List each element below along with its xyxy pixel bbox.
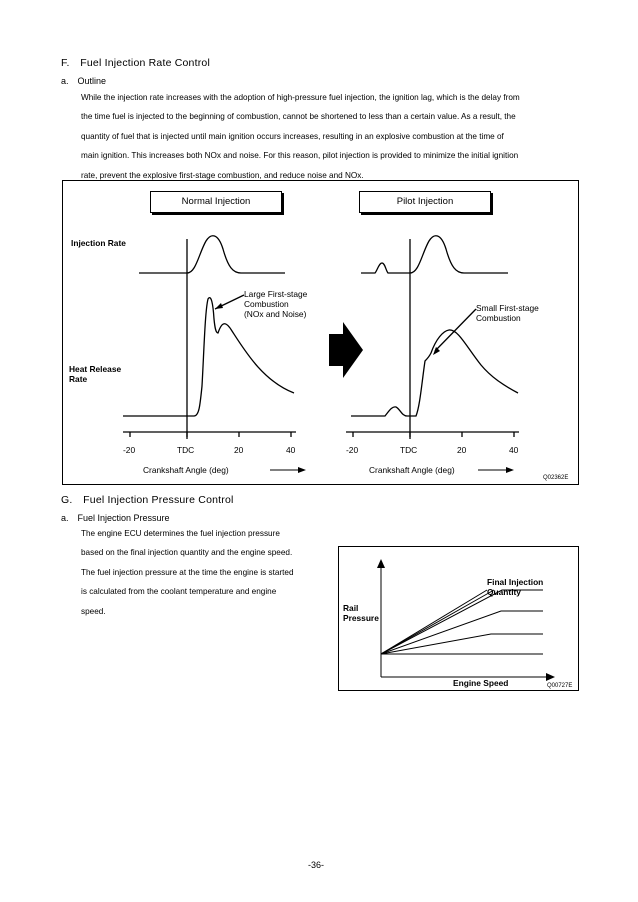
paragraph-line: based on the final injection quantity and the engine speed. [81,548,293,558]
heat-release-label: Heat Release Rate [69,364,122,384]
paragraph-line: quantity of fuel that is injected until main ignition occurs increases, resulting in an explosive combustion at the time of [81,131,504,141]
injection-rate-label: Injection Rate [71,238,126,248]
section-g-subheading: a. Fuel Injection Pressure [61,513,170,523]
tick-label: -20 [123,445,136,455]
engine-speed-label: Engine Speed [453,678,509,688]
large-combustion-note: Large First-stage Combustion (NOx and Noise) [244,289,308,319]
paragraph-line: The fuel injection pressure at the time the engine is started [81,567,294,577]
section-g-paragraph [81,524,331,621]
normal-injection-label: Normal Injection [150,191,282,213]
tick-label: 20 [234,445,244,455]
paragraph-line: speed. [81,606,106,616]
paragraph-line: the time fuel is injected to the beginning of combustion, cannot be shortened to less than a certain value. As a result, the [81,112,516,122]
tick-label: TDC [400,445,418,455]
injection-curves [63,181,580,486]
paragraph-line: main ignition. This increases both NOx and noise. For this reason, pilot injection is provided to minimize the initial ignition [81,151,519,161]
paragraph-line: The engine ECU determines the fuel injection pressure [81,529,280,538]
tick-label: 40 [286,445,296,455]
rail-pressure-label: Rail Pressure [343,603,379,623]
tick-label: 20 [457,445,467,455]
final-injection-quantity-label: Final Injection Quantity [487,577,544,597]
paragraph-line: While the injection rate increases with the adoption of high-pressure fuel injection, the ignition lag, which is the delay from [81,93,520,102]
figure-code: Q02362E [543,475,569,481]
small-combustion-note: Small First-stage Combustion [476,303,539,323]
injection-rate-figure [62,180,579,485]
x-axis-label-right: Crankshaft Angle (deg) [369,465,455,475]
rail-pressure-figure [338,546,579,691]
page-number: -36- [308,860,325,870]
section-f-paragraph [81,88,587,185]
section-f-subheading: a. Outline [61,76,107,86]
tick-label: -20 [346,445,359,455]
paragraph-line: is calculated from the coolant temperature and engine [81,587,277,597]
paragraph-line: rate, prevent the explosive first-stage combustion, and reduce noise and NOx. [81,170,364,180]
figure-code: Q00727E [547,683,573,689]
section-f-heading: F. Fuel Injection Rate Control [61,57,210,69]
section-g-heading: G. Fuel Injection Pressure Control [61,494,234,506]
tick-label: 40 [509,445,519,455]
tick-label: TDC [177,445,195,455]
x-axis-label-left: Crankshaft Angle (deg) [143,465,229,475]
pilot-injection-label: Pilot Injection [359,191,491,213]
